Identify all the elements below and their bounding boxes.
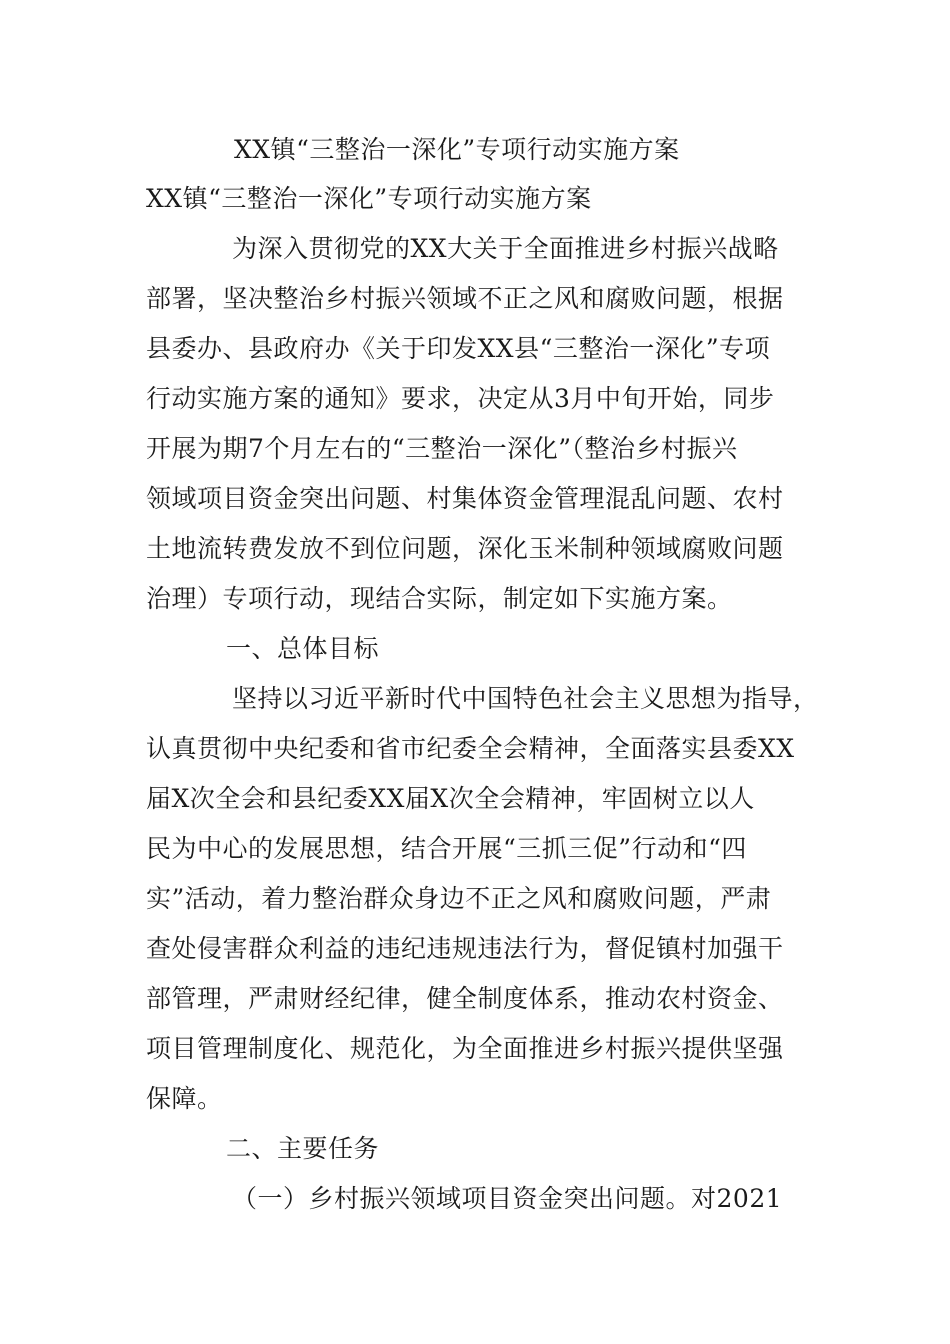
section-heading: 二、主要任务 [226,1134,380,1163]
paragraph-line: 保障。 [146,1084,223,1113]
paragraph-line: 领域项目资金突出问题、村集体资金管理混乱问题、农村 [146,484,784,513]
paragraph-line: （一）乡村振兴领域项目资金突出问题。对2021 [232,1184,783,1213]
document-title-centered: XX镇“三整治一深化”专项行动实施方案 [234,135,680,164]
paragraph-line: 项目管理制度化、规范化，为全面推进乡村振兴提供坚强 [146,1034,784,1063]
paragraph-line: 认真贯彻中央纪委和省市纪委全会精神，全面落实县委XX [146,734,795,763]
paragraph-line: 民为中心的发展思想，结合开展“三抓三促”行动和“四 [146,834,747,863]
paragraph-line: 坚持以习近平新时代中国特色社会主义思想为指导， [232,684,819,713]
paragraph-line: 土地流转费发放不到位问题，深化玉米制种领域腐败问题 [146,534,784,563]
paragraph-line: 届X次全会和县纪委XX届X次全会精神，牢固树立以人 [146,784,755,813]
paragraph-line: 治理）专项行动，现结合实际，制定如下实施方案。 [146,584,733,613]
section-heading: 一、总体目标 [226,634,380,663]
paragraph-line: 部管理，严肃财经纪律，健全制度体系，推动农村资金、 [146,984,784,1013]
paragraph-line: 实”活动，着力整治群众身边不正之风和腐败问题，严肃 [146,884,772,913]
paragraph-line: 为深入贯彻党的XX大关于全面推进乡村振兴战略 [232,234,779,263]
paragraph-line: 开展为期7个月左右的“三整治一深化”（整治乡村振兴 [146,434,738,463]
paragraph-line: 县委办、县政府办《关于印发XX县“三整治一深化”专项 [146,334,771,363]
paragraph-line: 查处侵害群众利益的违纪违规违法行为，督促镇村加强干 [146,934,784,963]
document-title-left: XX镇“三整治一深化”专项行动实施方案 [146,184,592,213]
paragraph-line: 行动实施方案的通知》要求，决定从3月中旬开始，同步 [146,384,775,413]
paragraph-line: 部署，坚决整治乡村振兴领域不正之风和腐败问题，根据 [146,284,784,313]
